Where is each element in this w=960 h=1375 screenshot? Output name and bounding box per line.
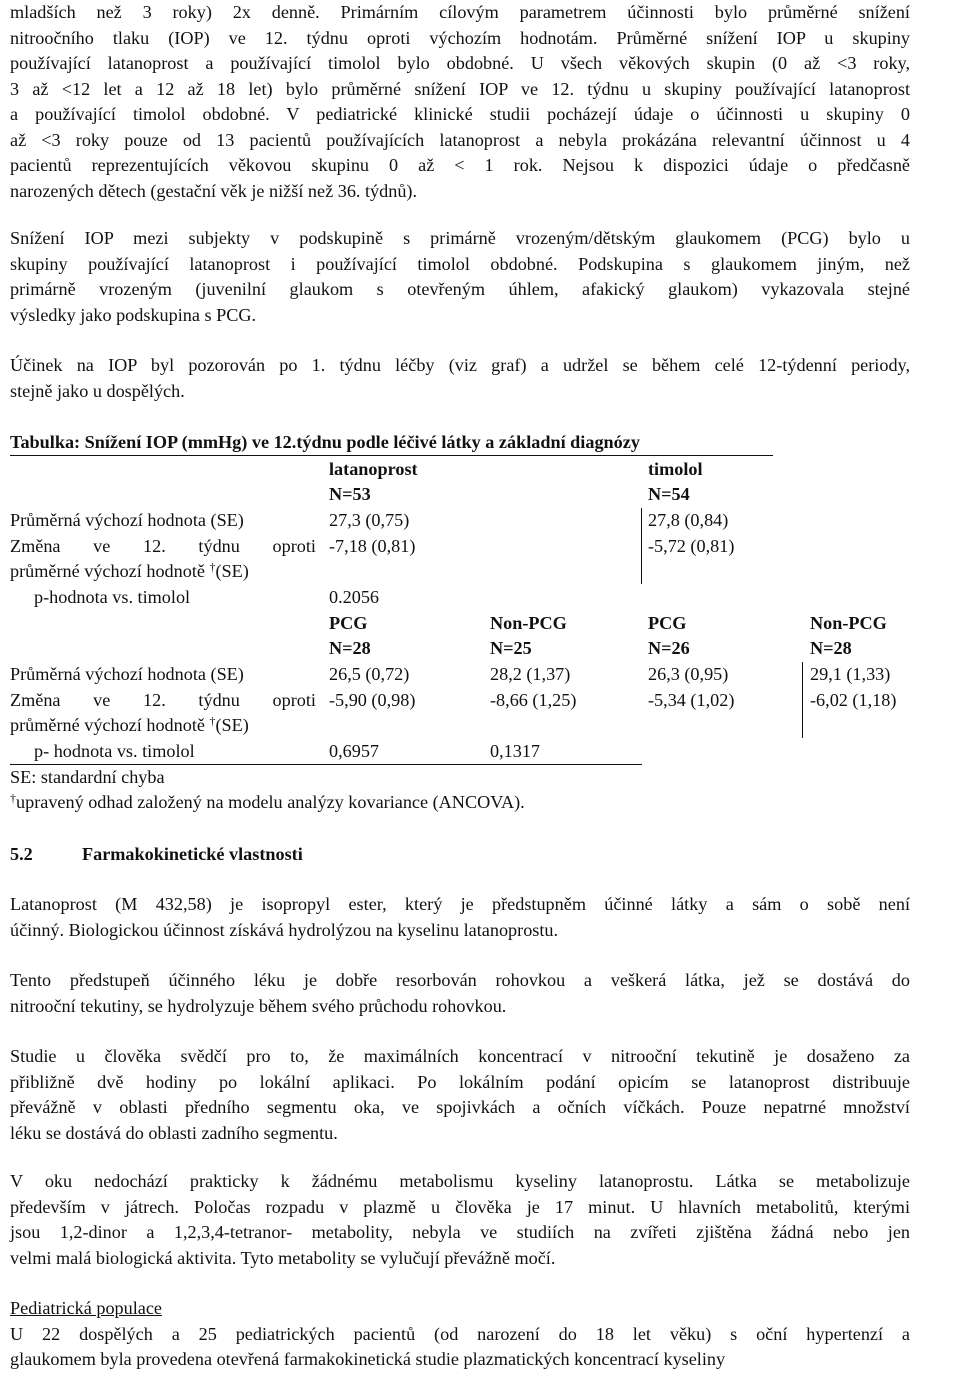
text-line: účinný. Biologickou účinnost získává hydrolýzou na kyselinu latanoprostu. — [10, 919, 559, 940]
table-cell: 0,1317 — [490, 741, 541, 761]
section-number: 5.2 — [10, 844, 33, 864]
table-cell: 27,8 (0,84) — [648, 510, 729, 530]
footnote-se: SE: standardní chyba — [10, 767, 165, 787]
pk-paragraph-3 — [10, 1044, 910, 1146]
sub-header-tim-pcg-n: N=26 — [648, 638, 690, 658]
row-label-change-sub-line2 — [10, 713, 249, 739]
col-header-timolol: timolol — [648, 459, 703, 479]
sub-header-tim-nonpcg-n: N=28 — [810, 638, 852, 658]
row-label-change-text: Změna ve 12. týdnu oproti — [10, 690, 316, 710]
row-label-change-sub-line1 — [10, 688, 316, 714]
table-cell: 26,3 (0,95) — [648, 664, 729, 684]
col-header-timolol-n: N=54 — [648, 484, 690, 504]
sub-header-tim-pcg: PCG — [648, 613, 687, 633]
pk-paragraph-4 — [10, 1169, 910, 1271]
table-cell: 26,5 (0,72) — [329, 664, 410, 684]
intro-paragraph — [10, 0, 910, 204]
text-line: Snížení IOP mezi subjekty v podskupině s primárně vrozeným/dětským glaukomem (PCG) bylo u — [10, 228, 910, 248]
text-line: jsou 1,2-dinor a 1,2,3,4-tetranor- metabolity, nebyla ve studiích na zvířeti zjištěna žádná nebo jen — [10, 1222, 910, 1242]
text-line: glaukomem byla provedena otevřená farmakokinetická studie plazmatických koncentrací kyseliny — [10, 1349, 726, 1369]
text-line: Tento předstupeň účinného léku je dobře resorbován rohovkou a veškerá látka, jež se dostává do — [10, 970, 910, 990]
row-label-change-se: (SE) — [215, 715, 249, 735]
table-rule — [802, 662, 803, 738]
text-line: velmi malá biologická aktivita. Tyto metabolity se vylučují převážně močí. — [10, 1247, 556, 1268]
sub-header-lat-nonpcg-n: N=25 — [490, 638, 532, 658]
text-line: převážně v oblasti předního segmentu oka, ve spojivkách a očních víčkách. Pouze nepatrné množství — [10, 1097, 910, 1117]
table-cell: 27,3 (0,75) — [329, 510, 410, 530]
pcg-paragraph — [10, 226, 910, 328]
dagger-mark: † — [209, 714, 216, 728]
text-line: pacientů reprezentujících věkovou skupinu 0 až < 1 rok. Nejsou k dispozici údaje o předčasně — [10, 155, 910, 175]
text-line: U 22 dospělých a 25 pediatrických pacientů (od narození do 18 let věku) s oční hypertenzí a — [10, 1323, 910, 1344]
row-label-change-se: (SE) — [215, 561, 249, 581]
text-line: Studie u člověka svědčí pro to, že maximálních koncentrací v nitrooční tekutině je dosaženo za — [10, 1046, 910, 1066]
text-line: primárně vrozeným (juvenilní glaukom s otevřeným úhlem, afakický glaukom) vykazovala stejné — [10, 279, 910, 299]
row-label-pvalue-sub: p- hodnota vs. timolol — [34, 741, 195, 761]
table-cell: -5,90 (0,98) — [329, 690, 416, 710]
footnote-dagger-text: upravený odhad založený na modelu analýzy kovariance (ANCOVA). — [16, 792, 525, 812]
text-line: skupiny používající latanoprost i používající timolol obdobné. Podskupina s glaukomem jiným, než — [10, 253, 910, 274]
text-line: výsledky jako podskupina s PCG. — [10, 304, 257, 325]
text-line: nitrooční tekutiny, se hydrolyzuje během svého průchodu rohovkou. — [10, 995, 507, 1016]
table-cell: -7,18 (0,81) — [329, 536, 416, 556]
sub-header-tim-nonpcg: Non-PCG — [810, 613, 887, 633]
text-line: Účinek na IOP byl pozorován po 1. týdnu léčby (viz graf) a udržel se během celé 12-týdenní periody, — [10, 355, 910, 375]
table-cell: -6,02 (1,18) — [810, 690, 897, 710]
section-title: Farmakokinetické vlastnosti — [82, 844, 303, 864]
dagger-mark: † — [10, 791, 16, 805]
text-line: až <3 roky pouze od 13 pacientů používajících latanoprost a nebyla prokázána relevantní účinnost u 4 — [10, 129, 910, 150]
pediatric-heading: Pediatrická populace — [10, 1298, 163, 1318]
pk-paragraph-1 — [10, 892, 910, 943]
text-line: používající latanoprost a používající timolol bylo obdobné. U všech věkových skupin (0 až <3 roky, — [10, 53, 910, 73]
text-line: přibližně dvě hodiny po lokální aplikaci. Po lokálním podání opicím se latanoprost distribuuje — [10, 1071, 910, 1092]
text-line: 3 až <12 let a 12 až 18 let) bylo průměrné snížení IOP ve 12. týdnu u skupiny používající latanoprost — [10, 78, 910, 99]
text-line: léku se dostává do oblasti zadního segmentu. — [10, 1122, 338, 1143]
effect-paragraph — [10, 353, 910, 404]
text-line: mladších než 3 roky) 2x denně. Primárním cílovým parametrem účinnosti bylo průměrné snížení — [10, 2, 910, 22]
table-caption: Tabulka: Snížení IOP (mmHg) ve 12.týdnu podle léčivé látky a základní diagnózy — [10, 432, 640, 452]
pk-paragraph-2 — [10, 968, 910, 1019]
table-cell: 0,6957 — [329, 741, 380, 761]
row-label-pvalue: p-hodnota vs. timolol — [34, 587, 191, 607]
row-label-change-line2 — [10, 559, 249, 585]
row-label-change-text: průměrné výchozí hodnotě — [10, 715, 205, 735]
caption-underline — [10, 455, 773, 456]
row-label-baseline: Průměrná výchozí hodnota (SE) — [10, 510, 244, 530]
col-header-latanoprost-n: N=53 — [329, 484, 371, 504]
pediatric-section — [10, 1296, 910, 1373]
table-cell: 28,2 (1,37) — [490, 664, 571, 684]
text-line: a používající timolol obdobné. V pediatrické klinické studii pocházejí údaje o účinnosti u skupiny 0 — [10, 104, 910, 124]
section-heading — [10, 842, 303, 868]
sub-header-lat-nonpcg: Non-PCG — [490, 613, 567, 633]
table-cell: 29,1 (1,33) — [810, 664, 891, 684]
row-label-change-text: průměrné výchozí hodnotě — [10, 561, 205, 581]
row-label-change-text: Změna ve 12. týdnu oproti — [10, 536, 316, 556]
text-line: nitroočního tlaku (IOP) ve 12. týdnu oproti výchozím hodnotám. Průměrné snížení IOP u skupiny — [10, 27, 910, 48]
row-label-baseline-sub: Průměrná výchozí hodnota (SE) — [10, 664, 244, 684]
sub-header-lat-pcg: PCG — [329, 613, 368, 633]
text-line: Latanoprost (M 432,58) je isopropyl ester, který je předstupněm účinné látky a sám o sobě není — [10, 894, 910, 914]
row-label-change-line1 — [10, 534, 316, 560]
col-header-latanoprost: latanoprost — [329, 459, 418, 479]
table-cell: -5,34 (1,02) — [648, 690, 735, 710]
table-cell: -8,66 (1,25) — [490, 690, 577, 710]
table-cell: 0.2056 — [329, 587, 380, 607]
text-line: především v játrech. Poločas rozpadu v plazmě u člověka je 17 minut. U hlavních metabolitů, kterými — [10, 1196, 910, 1217]
dagger-mark: † — [209, 560, 216, 574]
footnote-dagger — [10, 790, 525, 816]
text-line: stejně jako u dospělých. — [10, 380, 185, 401]
table-cell: -5,72 (0,81) — [648, 536, 735, 556]
text-line: V oku nedochází prakticky k žádnému metabolismu kyseliny latanoprostu. Látka se metabolizuje — [10, 1171, 910, 1191]
table-rule — [641, 508, 642, 584]
sub-header-lat-pcg-n: N=28 — [329, 638, 371, 658]
text-line: narozených dětech (gestační věk je nižší než 36. týdnů). — [10, 180, 418, 201]
